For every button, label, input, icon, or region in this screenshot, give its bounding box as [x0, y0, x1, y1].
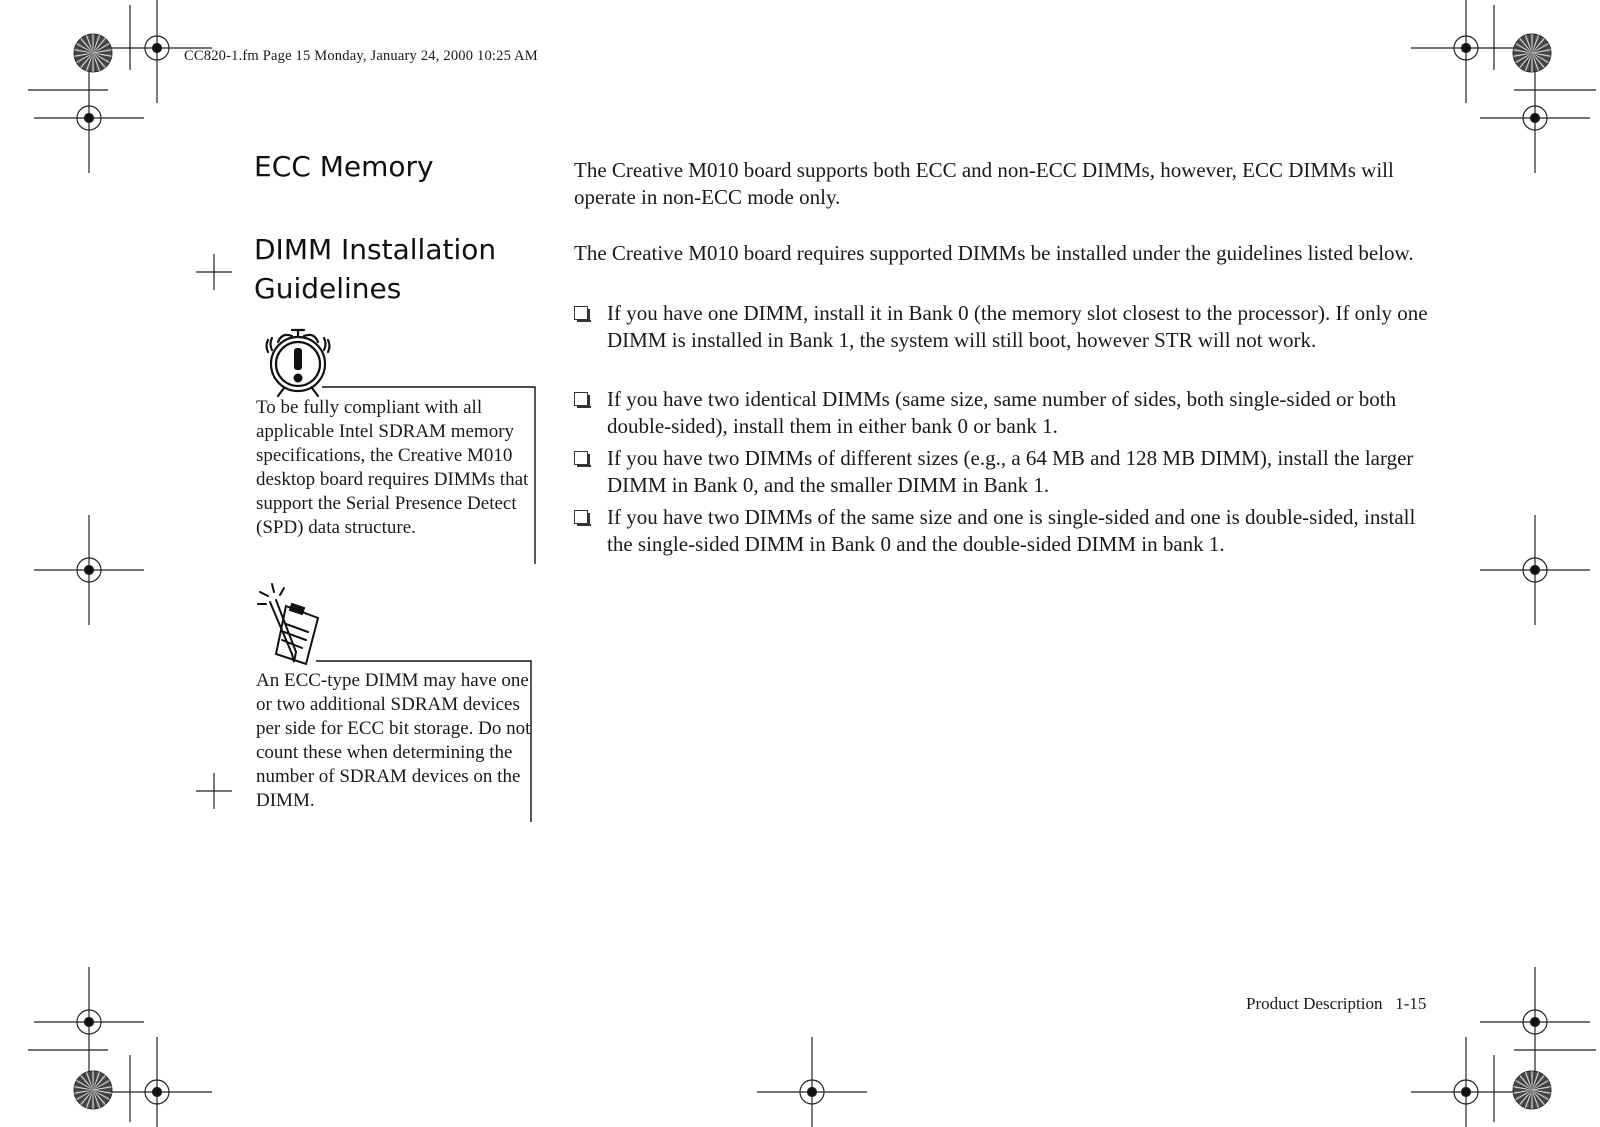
registration-target-icon — [102, 1037, 212, 1127]
page-footer — [1246, 994, 1426, 1014]
print-header: CC820-1.fm Page 15 Monday, January 24, 2000 10:25 AM — [184, 48, 538, 64]
list-item: If you have one DIMM, install it in Bank 0 (the memory slot closest to the processor). If only one DIMM is installed in Bank 1, the system will still boot, however STR will not work. — [574, 300, 1434, 354]
registration-target-icon — [34, 967, 144, 1077]
ecc-memory-paragraph: The Creative M010 board supports both ECC and non-ECC DIMMs, however, ECC DIMMs will operate in non-ECC mode only. — [574, 158, 1394, 209]
notepad-pencil-icon — [256, 582, 336, 668]
registration-target-icon — [1411, 0, 1521, 103]
dimm-intro-paragraph: The Creative M010 board requires supported DIMMs be installed under the guidelines listed below. — [574, 241, 1414, 265]
checkbox-bullet-icon — [574, 392, 588, 406]
starburst-mark-icon — [74, 1071, 112, 1109]
list-item: If you have two DIMMs of the same size and one is single-sided and one is double-sided, install the single-sided DIMM in Bank 0 and the double-sided DIMM in bank 1. — [574, 504, 1434, 558]
footer-section-title: Product Description — [1246, 994, 1383, 1013]
starburst-mark-icon — [74, 34, 112, 72]
registration-target-icon — [34, 515, 144, 625]
list-item: If you have two identical DIMMs (same size, same number of sides, both single-sided or both double-sided), install them in either bank 0 or bank 1. — [574, 386, 1434, 440]
note-ecc-dimm: An ECC-type DIMM may have one or two additional SDRAM devices per side for ECC bit storage. Do not count these when determining the number of SDRAM devices on the DIMM. — [256, 670, 531, 811]
heading-line: DIMM Installation — [254, 233, 497, 266]
registration-target-icon — [1480, 515, 1590, 625]
registration-target-icon — [1411, 1037, 1521, 1127]
checkbox-bullet-icon — [574, 510, 588, 524]
section-heading-ecc-memory: ECC Memory — [254, 150, 434, 183]
note-spd-compliance: To be fully compliant with all applicable Intel SDRAM memory specifications, the Creative M010 desktop board requires DIMMs that support the Serial Presence Detect (SPD) data structure. — [256, 397, 529, 538]
checkbox-bullet-icon — [574, 306, 588, 320]
registration-target-icon — [1480, 63, 1590, 173]
registration-target-icon — [757, 1037, 867, 1127]
registration-target-icon — [1480, 967, 1590, 1077]
heading-line: Guidelines — [254, 272, 402, 305]
registration-target-icon — [34, 63, 144, 173]
list-item: If you have two DIMMs of different sizes (e.g., a 64 MB and 128 MB DIMM), install the larger DIMM in Bank 0, and the smaller DIMM in Bank 1. — [574, 445, 1434, 499]
starburst-mark-icon — [1513, 34, 1551, 72]
starburst-mark-icon — [1513, 1071, 1551, 1109]
section-heading-dimm-installation — [254, 230, 496, 308]
page-number: 1-15 — [1395, 994, 1427, 1013]
checkbox-bullet-icon — [574, 451, 588, 465]
